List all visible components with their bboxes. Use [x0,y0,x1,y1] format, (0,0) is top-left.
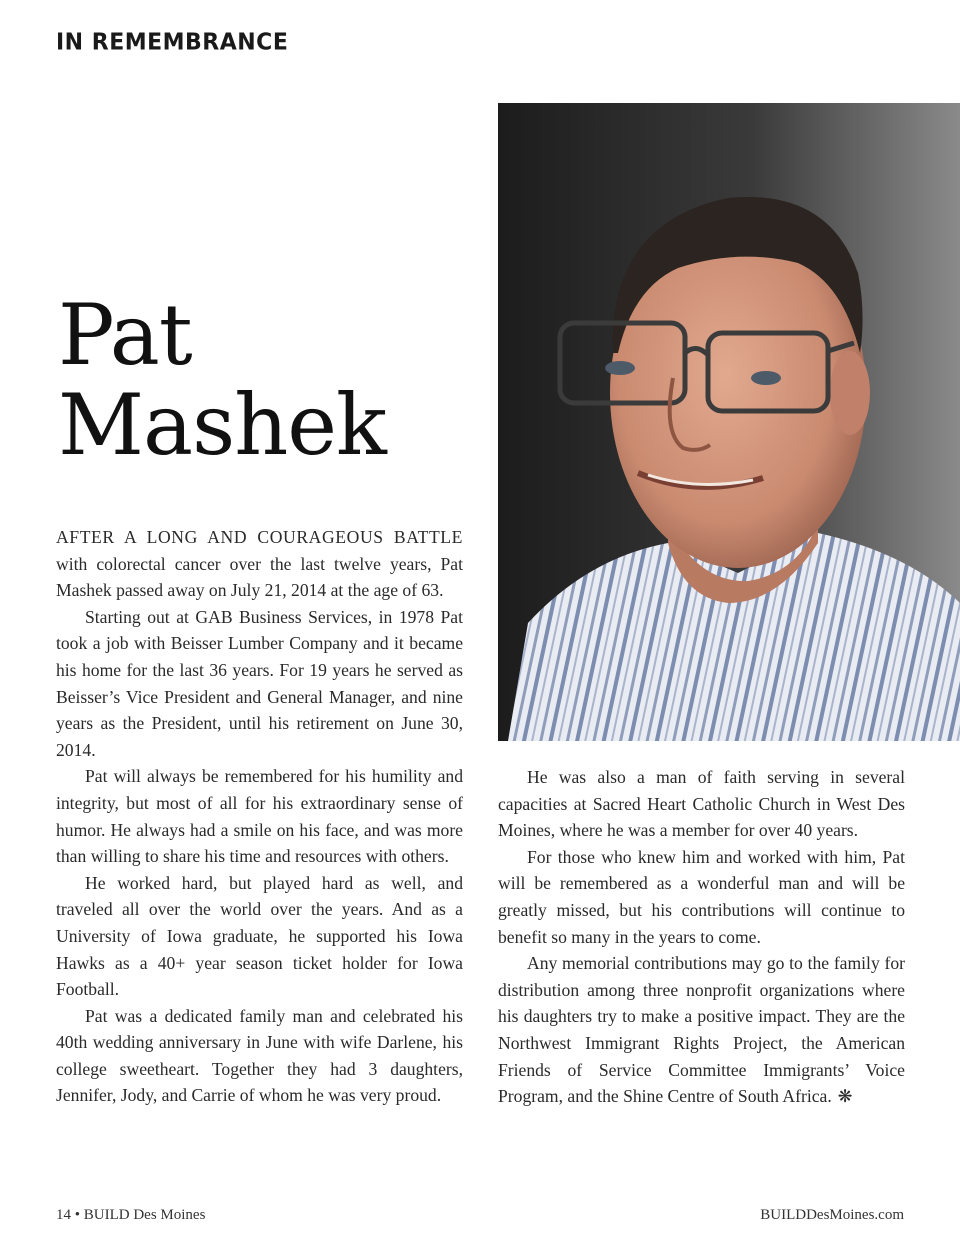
lead-paragraph [56,524,463,604]
paragraph: Pat will always be remembered for his humility and integrity, but most of all for his extraordinary sense of humor. He always had a smile on his face, and was more than willing to share his time and resources with others. [56,766,463,867]
paragraph: He was also a man of faith serving in several capacities at Sacred Heart Catholic Church in West Des Moines, where he was a member for over 40 years. [498,767,905,841]
paragraph: Pat was a dedicated family man and celebrated his 40th wedding anniversary in June with wife Darlene, his college sweetheart. Together they had 3 daughters, Jennifer, Jody, and Carrie of whom he was very proud. [56,1005,463,1106]
folio-separator: • [74,1207,81,1223]
paragraph: He worked hard, but played hard as well, and traveled all over the world over the years. And as a University of Iowa graduate, he supported his Iowa Hawks as a 40+ year season ticket holder for Iowa Football. [56,872,463,1000]
end-mark-icon: ❋ [837,1086,853,1107]
section-label: IN REMEMBRANCE [56,29,289,56]
paragraph [498,950,905,1110]
article-column-right [498,764,905,1110]
paragraph: For those who knew him and worked with him, Pat will be remembered as a wonderful man and will be greatly missed, but his contributions will continue to benefit so many in the years to come. [498,846,905,947]
paragraph: Starting out at GAB Business Services, in 1978 Pat took a job with Beisser Lumber Company and it became his home for the last 36 years. For 19 years he served as Beisser’s Vice President and General Manager, and nine years as the President, until his retirement on June 30, 2014. [56,606,463,760]
publication-name: BUILD Des Moines [83,1207,206,1223]
portrait-photo [498,103,960,741]
lead-caps: AFTER A LONG AND COURAGEOUS BATTLE [56,527,463,547]
page-title [58,286,386,474]
last-name: Mashek [58,376,386,474]
portrait-illustration [498,103,960,741]
article-column-left [56,524,463,1109]
first-name: Pat [58,286,192,384]
paragraph-text: Any memorial contributions may go to the family for distribution among three nonprofit organizations where his daughters try to make a positive impact. They are the Northwest Immigrant Rights Project, the American Friends of Service Committee Immigrants’ Voice Program, and the Shine Centre of South Africa. [498,953,905,1107]
footer-folio [56,1207,205,1224]
footer-website: BUILDDesMoines.com [760,1207,904,1223]
page-number: 14 [56,1207,71,1223]
lead-rest: with colorectal cancer over the last twelve years, Pat Mashek passed away on July 21, 2014 at the age of 63. [56,553,463,601]
